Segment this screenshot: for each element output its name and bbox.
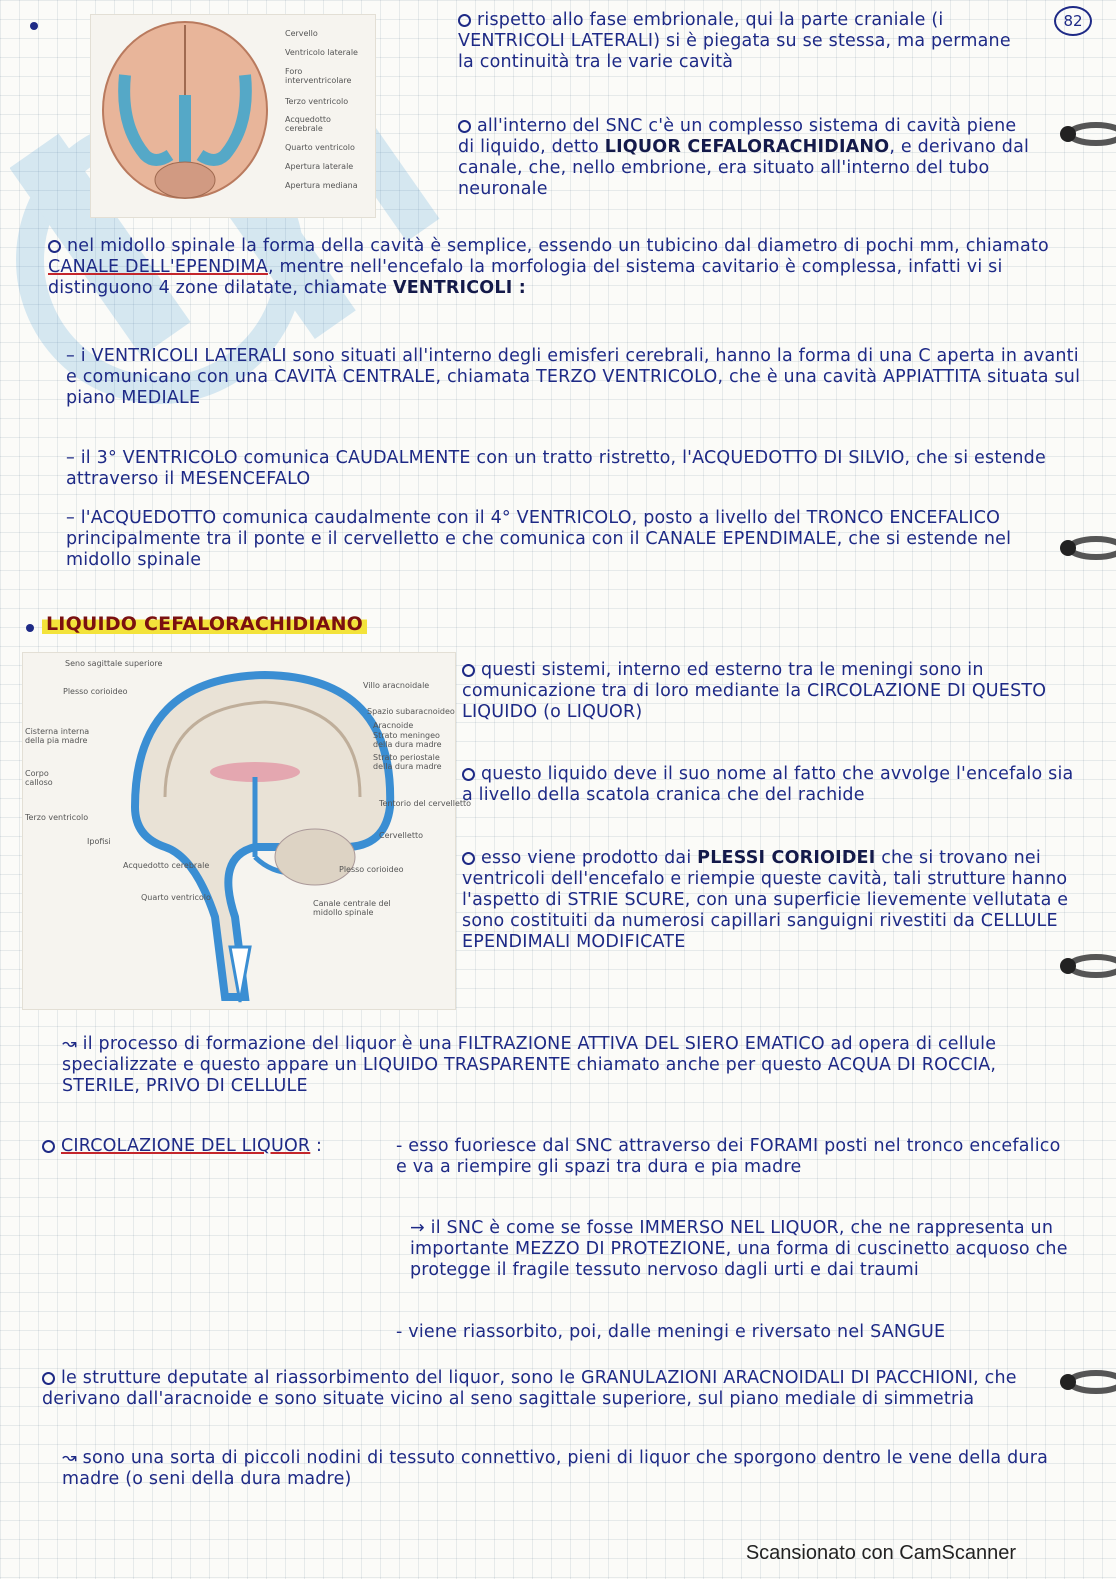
list-item-acquedotto: – l'ACQUEDOTTO comunica caudalmente con il 4° VENTRICOLO, posto a livello del TRONCO ENCEFALICO principalmente tra il ponte e il cervelletto e che comunica con il CANALE EPENDIMALE, che si estende nel midollo spinale xyxy=(66,508,1012,570)
label-plesso-corioideo: Plesso corioideo xyxy=(63,687,128,696)
circolazione-riassorbito: - viene riassorbito, poi, dalle meningi e riversato nel SANGUE xyxy=(396,1322,946,1342)
label-cisterna: Cisterna interna della pia madre xyxy=(25,727,90,745)
note-nome-liquido: questo liquido deve il suo nome al fatto che avvolge l'encefalo sia a livello della scatola cranica che del rachide xyxy=(462,764,1074,805)
label-ventricolo-laterale: Ventricolo laterale xyxy=(285,48,358,57)
list-item-ventricoli-laterali: – i VENTRICOLI LATERALI sono situati all'interno degli emisferi cerebrali, hanno la forma di una C aperta in avanti e comunicano con una CAVITÀ CENTRALE, chiamata TERZO VENTRICOLO, che è una cavità APPIATTITA situata sul piano MEDIALE xyxy=(66,346,1081,408)
section-title-liquido: LIQUIDO CEFALORACHIDIANO xyxy=(42,614,367,635)
figure-liquor-circulation xyxy=(22,652,472,1010)
label-terzo-ventricolo-2: Terzo ventricolo xyxy=(25,813,89,822)
label-ipofisi: Ipofisi xyxy=(87,837,111,846)
bullet-dot xyxy=(30,22,38,30)
bullet-circle xyxy=(458,120,471,133)
label-aracnoide: Aracnoide xyxy=(373,721,414,730)
label-terzo-ventricolo: Terzo ventricolo xyxy=(285,97,349,106)
label-canale-centrale: Canale centrale del midollo spinale xyxy=(313,899,391,917)
note-granulazioni: le strutture deputate al riassorbimento del liquor, sono le GRANULAZIONI ARACNOIDALI DI PACCHIONI, che derivano dall'aracnoide e sono situate vicino al seno sagittale superiore, sul piano mediale di simmetria xyxy=(42,1368,1017,1409)
list-item-terzo-ventricolo: – il 3° VENTRICOLO comunica CAUDALMENTE con un tratto ristretto, l'ACQUEDOTTO DI SILVIO, che si estende attraverso il MESENCEFALO xyxy=(66,448,1046,489)
bullet-circle xyxy=(462,852,475,865)
note-sistemi: questi sistemi, interno ed esterno tra le meningi sono in comunicazione tra di loro mediante la CIRCOLAZIONE DI QUESTO LIQUIDO (o LIQUOR) xyxy=(462,660,1047,722)
bullet-circle xyxy=(42,1140,55,1153)
label-acquedotto: Acquedotto cerebrale xyxy=(285,115,331,133)
note-plessi: esso viene prodotto dai PLESSI CORIOIDEI che si trovano nei ventricoli dell'encefalo e riempie queste cavità, tali strutture hanno l'aspetto di STRIE SCURE, con una superficie lievemente vellutata e sono costituiti da numerosi capillari sanguigni rivestiti da CELLULE EPENDIMALI MODIFICATE xyxy=(462,848,1069,952)
label-foro-interventricolare: Foro interventricolare xyxy=(285,67,352,85)
binder-ring-icon xyxy=(1046,116,1116,152)
label-cervello: Cervello xyxy=(285,29,318,38)
bullet-circle xyxy=(48,240,61,253)
note-nodini: ↝ sono una sorta di piccoli nodini di tessuto connettivo, pieni di liquor che sporgono dentro le vene della dura madre (o seni della dura madre) xyxy=(62,1448,1049,1489)
note-midollo: nel midollo spinale la forma della cavità è semplice, essendo un tubicino dal diametro di pochi mm, chiamato CANALE DELL'EPENDIMA, mentre nell'encefalo la morfologia del sistema cavitario è complessa, infatti vi si distinguono 4 zone dilatate, chiamate VENTRICOLI : xyxy=(48,236,1049,298)
bullet-circle xyxy=(462,768,475,781)
circolazione-fuoriesce: - esso fuoriesce dal SNC attraverso dei FORAMI posti nel tronco encefalico e va a riempire gli spazi tra dura e pia madre xyxy=(396,1136,1061,1177)
label-apertura-laterale: Apertura laterale xyxy=(285,162,354,171)
note-rispetto: rispetto allo fase embrionale, qui la parte craniale (i VENTRICOLI LATERALI) si è piegata su se stessa, ma permane la continuità tra le varie cavità xyxy=(458,10,1011,72)
label-tentorio: Tentorio del cervelletto xyxy=(379,799,472,808)
brain-sagittal-illustration xyxy=(105,657,405,1007)
scanner-footer: Scansionato con CamScanner xyxy=(745,1542,1016,1564)
label-villo: Villo aracnoidale xyxy=(363,681,430,690)
label-acquedotto-2: Acquedotto cerebrale xyxy=(123,861,210,870)
label-apertura-mediana: Apertura mediana xyxy=(285,181,358,190)
label-cervelletto: Cervelletto xyxy=(379,831,423,840)
bullet-circle xyxy=(42,1372,55,1385)
bullet-circle xyxy=(462,664,475,677)
label-corpo-calloso: Corpo calloso xyxy=(25,769,53,787)
page-number: 82 xyxy=(1054,6,1092,36)
bullet-circle xyxy=(458,14,471,27)
bullet-dot xyxy=(26,624,34,632)
label-plesso-2: Plesso corioideo xyxy=(339,865,404,874)
label-spazio-subaracnoideo: Spazio subaracnoideo xyxy=(367,707,455,716)
label-strato-meningeo: Strato meningeo della dura madre xyxy=(373,731,442,749)
note-formazione: ↝ il processo di formazione del liquor è una FILTRAZIONE ATTIVA DEL SIERO EMATICO ad opera di cellule specializzate e questo appare un LIQUIDO TRASPARENTE chiamato anche per questo ACQUA DI ROCCIA, STERILE, PRIVO DI CELLULE xyxy=(62,1034,997,1096)
label-quarto-ventricolo: Quarto ventricolo xyxy=(285,143,355,152)
binder-ring-icon xyxy=(1046,948,1116,984)
label-strato-periostale: Strato periostale della dura madre xyxy=(373,753,442,771)
binder-ring-icon xyxy=(1046,1364,1116,1400)
circolazione-immerso: → il SNC è come se fosse IMMERSO NEL LIQUOR, che ne rappresenta un importante MEZZO DI PROTEZIONE, una forma di cuscinetto acquoso che protegge il fragile tessuto nervoso dagli urti e dai traumi xyxy=(410,1218,1068,1280)
brain-illustration xyxy=(95,15,275,215)
label-seno-sagittale: Seno sagittale superiore xyxy=(65,659,163,668)
circolazione-title: CIRCOLAZIONE DEL LIQUOR : xyxy=(42,1136,382,1157)
figure-brain-ventricles xyxy=(90,14,376,218)
label-quarto-ventricolo-2: Quarto ventricolo xyxy=(141,893,211,902)
note-sistema-cavita: all'interno del SNC c'è un complesso sistema di cavità piene di liquido, detto LIQUOR CEFALORACHIDIANO, e derivano dal canale, che, nello embrione, era situato all'interno del tubo neuronale xyxy=(458,116,1030,199)
